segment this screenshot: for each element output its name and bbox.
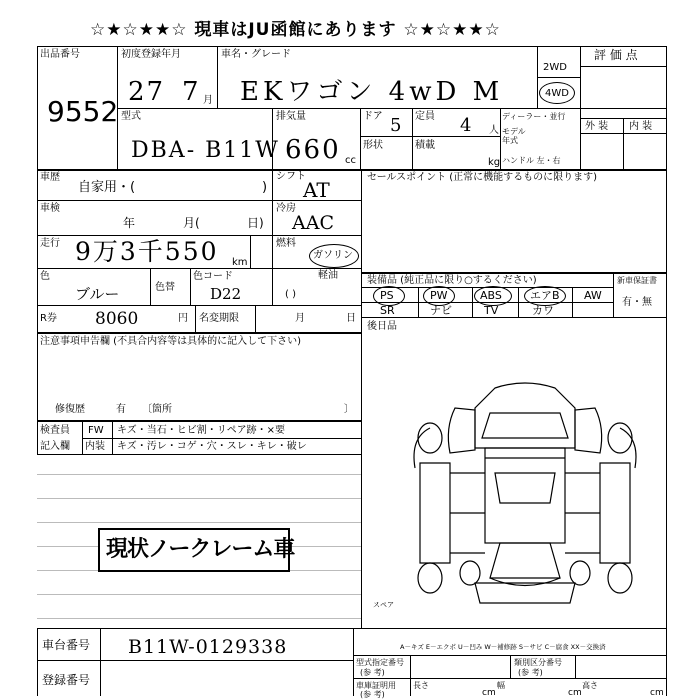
recycle-label: R券 [40, 313, 57, 324]
mileage-unit: km [232, 257, 248, 268]
car-name-label: 車名・グレード [221, 49, 291, 60]
height-label: 高さ [582, 681, 598, 690]
warranty-value: 有・無 [622, 297, 652, 308]
shaken-label: 車検 [40, 203, 60, 214]
damage-legend: A－キズ E－エクボ U－凹み W－補修跡 S－サビ C－腐食 XX－交換済 [400, 643, 606, 651]
mileage-value: 9万3千550 [75, 237, 219, 266]
repair-history-label: 修復歴 [55, 404, 85, 415]
load-unit: kg [488, 157, 501, 168]
capacity-label: 定員 [415, 111, 435, 122]
history-close: ) [262, 180, 268, 195]
color-code-value: D22 [210, 285, 242, 303]
aircon-value: AAC [292, 212, 334, 234]
four-wd-circle [539, 82, 575, 104]
airbag-circle [524, 286, 566, 306]
sales-point-label: セールスポイント (正常に機能するものに限ります) [367, 172, 598, 183]
height-unit: cm [650, 688, 664, 698]
after-date-label: 後日品 [367, 321, 397, 332]
shaken-day: 日) [247, 216, 264, 230]
history-value: 自家用・( [78, 180, 136, 195]
color-change-label: 色替 [155, 282, 175, 293]
interior-inspection-items: キズ・汚レ・コゲ・穴・スレ・キレ・破レ [117, 441, 307, 452]
displacement-value: 660 [285, 135, 341, 165]
aircon-label: 冷房 [276, 203, 296, 214]
no-claim-stamp-text: 現状ノークレーム車 [106, 537, 295, 562]
repair-part-label: 〔箇所 [142, 404, 172, 415]
cert-sub: (参 考) [360, 690, 385, 699]
exterior-label: 外 装 [585, 121, 609, 132]
capacity-unit: 人 [489, 125, 499, 136]
header-banner: ☆★☆★★☆ 現車はJU函館にあります ☆★☆★★☆ [90, 20, 501, 40]
nameplate-day: 日 [346, 313, 356, 324]
class-sub: (参 考) [518, 668, 543, 677]
equipment-item-airbag: エアB [530, 289, 560, 302]
first-registration-year: 27 [128, 77, 166, 107]
first-registration-month: 7 [182, 77, 201, 107]
fw-items: キズ・当石・ヒビ割・リペア跡・×要 [117, 425, 285, 436]
four-wd-label: 4WD [545, 88, 569, 99]
chassis-value: B11W-0129338 [128, 636, 288, 658]
car-damage-diagram [400, 378, 650, 618]
first-registration-month-unit: 月 [203, 95, 213, 106]
entry-label: 記入欄 [40, 441, 70, 452]
displacement-label: 排気量 [276, 111, 306, 122]
mileage-label: 走行 [40, 238, 60, 249]
fuel-gasoline-circle [309, 244, 359, 268]
door-value: 5 [390, 115, 402, 136]
type-cert-sub: (参 考) [360, 668, 385, 677]
handle-label: ハンドル 左・右 [502, 156, 561, 165]
lot-number-label: 出品番号 [40, 49, 80, 60]
model-year-label: モデル年式 [502, 127, 526, 145]
equipment-item-pw: PW [430, 289, 448, 302]
equipment-item-ps: PS [380, 289, 394, 302]
spare-label: スペア [373, 601, 394, 609]
ps-circle [373, 286, 405, 306]
type-cert-label: 型式指定番号 [356, 658, 404, 667]
capacity-value: 4 [460, 115, 472, 136]
two-wd-label: 2WD [543, 62, 567, 73]
equipment-label: 装備品 (純正品に限り○するください) [367, 275, 537, 286]
length-unit: cm [482, 688, 496, 698]
equipment-item-sr: SR [380, 304, 395, 317]
repair-history-value: 有 [116, 404, 126, 415]
shape-label: 形状 [363, 140, 383, 151]
abs-circle [474, 286, 512, 306]
equipment-item-leather: カワ [532, 304, 554, 317]
fw-label: FW [88, 425, 104, 436]
interior-label: 内 装 [629, 121, 653, 132]
recycle-unit: 円 [178, 313, 188, 324]
length-label: 長さ [413, 681, 429, 690]
recycle-value: 8060 [95, 309, 139, 329]
fuel-gasoline: ガソリン [313, 250, 353, 261]
load-label: 積載 [415, 140, 435, 151]
repair-part-close: 〕 [344, 404, 354, 415]
equipment-item-aw: AW [584, 289, 602, 302]
shift-value: AT [303, 178, 330, 202]
registration-label: 登録番号 [42, 673, 91, 687]
dealer-label: ディーラー・並行 [502, 112, 566, 121]
first-registration-label: 初度登録年月 [121, 49, 181, 60]
pw-circle [423, 286, 455, 306]
shaken-year: 年 [123, 216, 136, 230]
shaken-month: 月( [183, 216, 200, 230]
shift-label: シフト [276, 171, 306, 182]
fuel-label: 燃料 [276, 238, 296, 249]
nameplate-label: 名変期限 [199, 313, 239, 324]
color-label: 色 [40, 271, 50, 282]
car-name-value: EKワゴン 4wD M [240, 77, 504, 107]
fuel-light-oil: 軽油 [318, 270, 338, 281]
color-value: ブルー [75, 285, 120, 303]
model-code-label: 型式 [121, 111, 141, 122]
width-label: 幅 [497, 681, 505, 690]
model-code-value: DBA- B11W [131, 138, 280, 163]
color-code-label: 色コード [193, 271, 233, 282]
lot-number-value: 9552 [47, 95, 119, 128]
sales-point-box [361, 169, 667, 273]
equipment-item-abs: ABS [480, 289, 502, 302]
nameplate-month: 月 [295, 313, 305, 324]
door-label: ドア [363, 111, 383, 122]
width-unit: cm [568, 688, 582, 698]
warranty-label: 新車保証書 [617, 276, 657, 285]
no-claim-stamp [98, 528, 295, 572]
displacement-unit: cc [345, 155, 356, 166]
inspector-label: 検査員 [40, 425, 70, 436]
equipment-item-tv: TV [484, 304, 499, 317]
history-label: 車歴 [40, 172, 60, 183]
equipment-item-navi: ナビ [430, 304, 452, 317]
chassis-label: 車台番号 [42, 638, 91, 652]
fuel-other: ( ) [285, 289, 296, 300]
class-label: 類別区分番号 [514, 658, 562, 667]
notes-label: 注意事項申告欄 (不具合内容等は具体的に記入して下さい) [40, 336, 301, 347]
interior-inspection-label: 内装 [85, 441, 105, 452]
rating-label: 評 価 点 [594, 48, 638, 62]
cert-label: 車庫証明用 [356, 681, 396, 690]
